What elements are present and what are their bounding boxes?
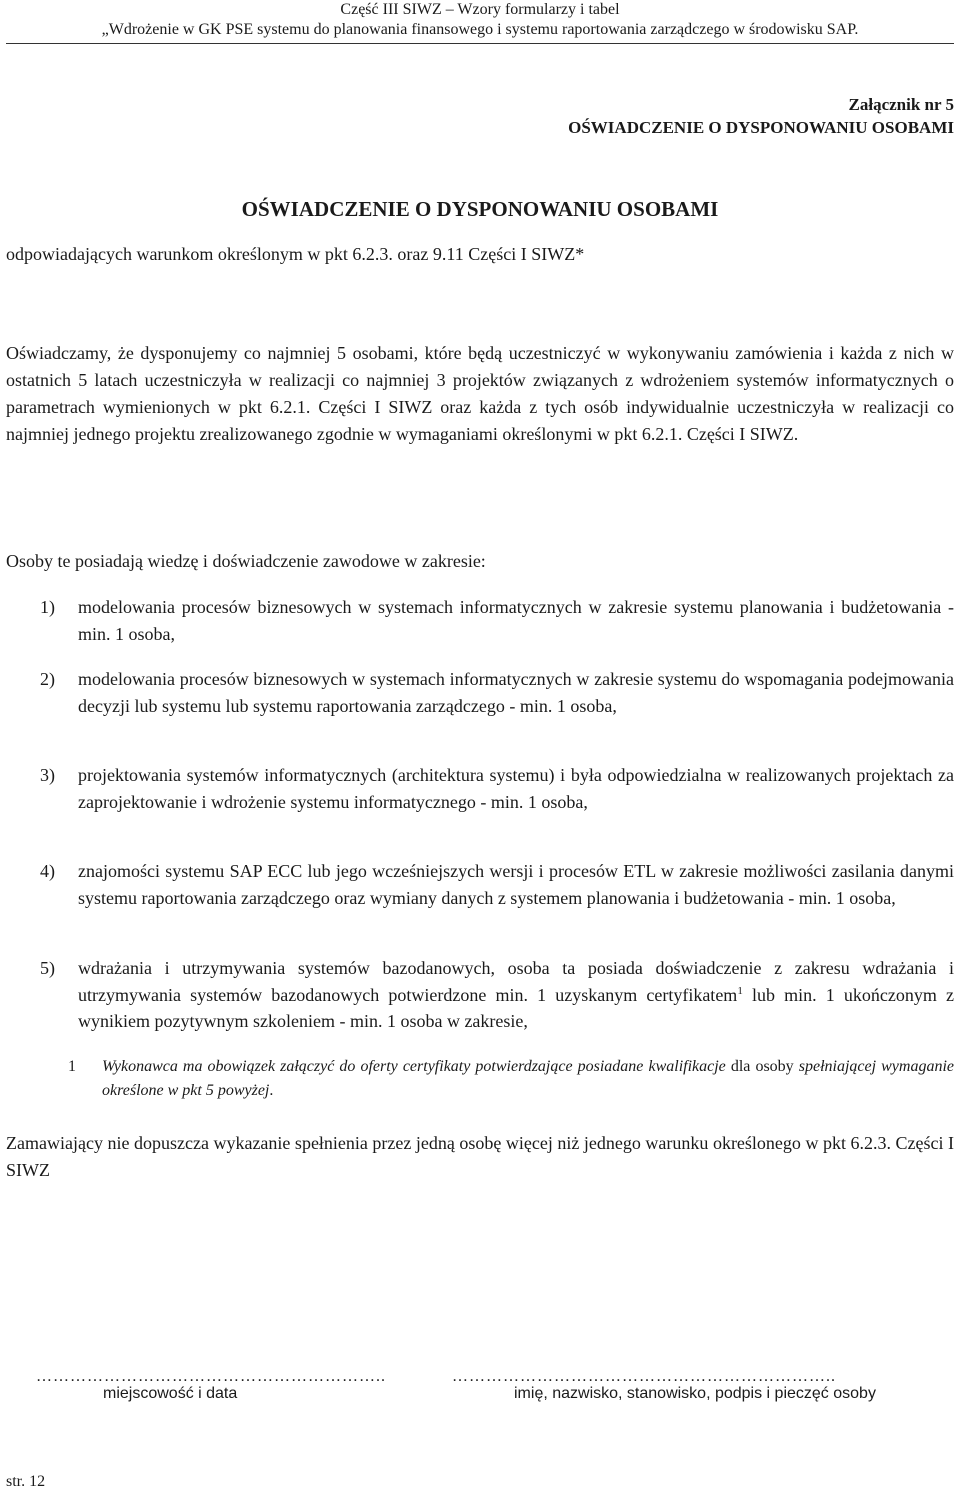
footnote-text: [102, 1055, 954, 1103]
list-item-number: 4): [40, 861, 55, 881]
header-line-2: „Wdrożenie w GK PSE systemu do planowania finansowego i systemu raportowania zarządczego w środowisku SAP.: [101, 21, 859, 38]
list-item-number: 5): [40, 958, 55, 978]
statement-paragraph: Oświadczamy, że dysponujemy co najmniej 5 osobami, które będą uczestniczyć w wykonywaniu zamówienia i każda z nich w ostatnich 5 latach uczestniczyła w realizacji co najmniej 3 projektów związanych z wdrożeniem systemów informatycznych o parametrach wymienionych w pkt 6.2.1. Części I SIWZ oraz każda z tych osób indywidualnie uczestniczyła w realizacji co najmniej jednego projektu zrealizowanego zgodnie w wymaganiami określonymi w pkt 6.2.1. Części I SIWZ.: [6, 343, 954, 444]
signature-dots-left: ……………………………………………………..: [36, 1368, 386, 1385]
footnote-italic-a: Wykonawca ma obowiązek załączyć do oferty certyfikaty potwierdzające posiadane kwalifikacje: [102, 1058, 726, 1075]
signature-dots-right: …………………………………………………………..: [452, 1368, 836, 1385]
footnote-end: .: [269, 1082, 274, 1099]
knowledge-intro: Osoby te posiadają wiedzę i doświadczenie zawodowe w zakresie:: [6, 551, 486, 571]
annex-name: OŚWIADCZENIE O DYSPONOWANIU OSOBAMI: [568, 118, 954, 137]
footnote-number: 1: [68, 1058, 76, 1075]
footnote-reference: 1: [737, 984, 743, 997]
document-title: OŚWIADCZENIE O DYSPONOWANIU OSOBAMI: [241, 197, 719, 221]
list-item: [6, 955, 954, 1035]
list-item-text: [78, 955, 954, 1035]
list-item: [6, 762, 954, 815]
list-item-number: 3): [40, 765, 55, 785]
signature-label: imię, nazwisko, stanowisko, podpis i pieczęć osoby: [514, 1385, 876, 1402]
list-item-number: 2): [40, 669, 55, 689]
condition-paragraph: Zamawiający nie dopuszcza wykazanie spełnienia przez jedną osobę więcej niż jednego warunku określonego w pkt 6.2.3. Części I SIWZ: [6, 1133, 954, 1180]
page-number: str. 12: [6, 1473, 46, 1490]
list-item: [6, 858, 954, 911]
document-subtitle: odpowiadających warunkom określonym w pkt 6.2.3. oraz 9.11 Części I SIWZ*: [6, 244, 585, 264]
list-item-text-part-b: lub min. 1 ukończonym z wynikiem pozytywnym szkoleniem - min. 1 osoba w zakresie,: [78, 984, 954, 1031]
list-item: [6, 666, 954, 719]
footnote-italic-b: spełniającej wymaganie określone w pkt 5 powyżej: [102, 1058, 954, 1099]
header-line-1: Część III SIWZ – Wzory formularzy i tabel: [340, 1, 620, 18]
list-item-text: modelowania procesów biznesowych w systemach informatycznych w zakresie systemu planowania i budżetowania - min. 1 osoba,: [78, 597, 954, 644]
annex-number: Załącznik nr 5: [848, 95, 954, 114]
footnote-normal: dla osoby: [725, 1058, 799, 1075]
place-date-label: miejscowość i data: [103, 1385, 238, 1402]
list-item-text: projektowania systemów informatycznych (architektura systemu) i była odpowiedzialna w realizowanych projektach za zaprojektowanie i wdrożenie systemu informatycznego - min. 1 osoba,: [78, 765, 954, 812]
list-item-text: modelowania procesów biznesowych w systemach informatycznych w zakresie systemu do wspomagania podejmowania decyzji lub systemu lub systemu raportowania zarządczego - min. 1 osoba,: [78, 669, 954, 716]
list-item-number: 1): [40, 597, 55, 617]
list-item: [6, 594, 954, 647]
footnote: [6, 1055, 954, 1103]
list-item-text-part-a: wdrażania i utrzymywania systemów bazodanowych, osoba ta posiada doświadczenie z zakresu wdrażania i utrzymywania systemów bazodanowych potwierdzone min. 1 uzyskanym certyfikatem: [78, 958, 954, 1005]
header-rule: [6, 43, 954, 44]
list-item-text: znajomości systemu SAP ECC lub jego wcześniejszych wersji i procesów ETL w zakresie możliwości zasilania danymi systemu raportowania zarządczego oraz wymiany danych z systemem planowania i budżetowania - min. 1 osoba,: [78, 861, 954, 908]
